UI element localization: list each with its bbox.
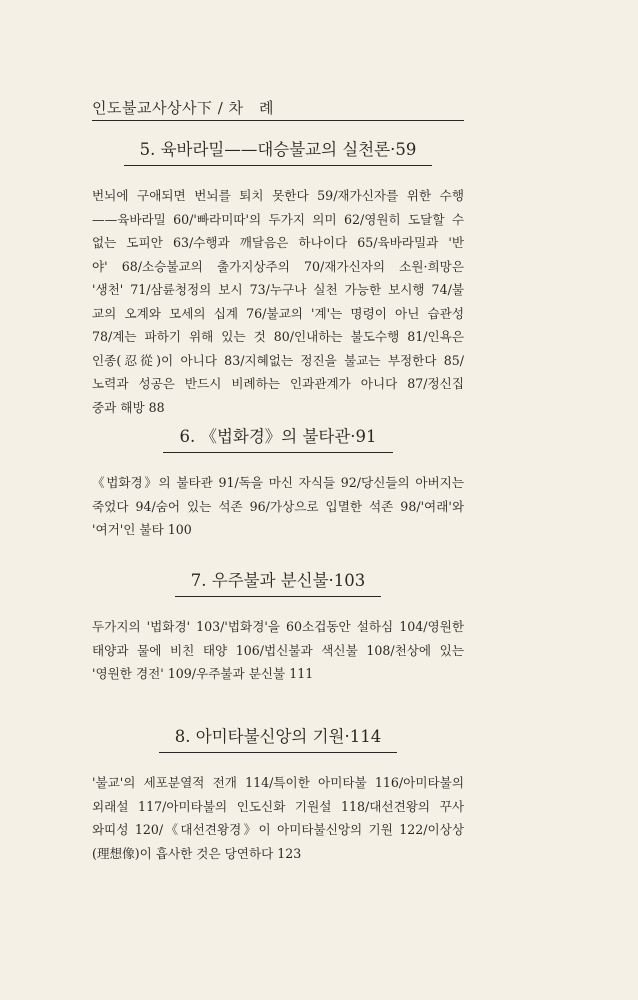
section-title-text: 7. 우주불과 분신불·103 (175, 569, 382, 597)
header-rule (92, 120, 464, 121)
section-title (92, 725, 464, 753)
section-title-text: 8. 아미타불신앙의 기원·114 (159, 725, 397, 753)
section-body (92, 184, 464, 419)
toc-line: 교의 오계와 모세의 십계 76/불교의 '계'는 명령이 아닌 습관성 (92, 305, 464, 321)
toc-line: 중과 해방 88 (92, 399, 165, 415)
toc-line: 노력과 성공은 반드시 비례하는 인과관계가 아니다 87/정신집 (92, 376, 464, 391)
section-title (92, 138, 464, 166)
toc-line: '생천' 71/삼륜청정의 보시 73/누구나 실천 가능한 보시행 74/불 (92, 282, 464, 297)
section-title-text: 5. 육바라밀——대승불교의 실천론·59 (124, 138, 433, 166)
toc-section-6 (92, 425, 464, 542)
section-title (92, 425, 464, 453)
toc-line: 《법화경》의 불타관 91/독을 마신 자식들 92/당신들의 아버지는 (92, 475, 464, 490)
section-title-text: 6. 《법화경》의 불타관·91 (163, 425, 392, 453)
toc-line: 두가지의 '법화경' 103/'법화경'을 60소겁동안 설하심 104/영원한 (92, 619, 464, 634)
toc-line: 와띠성 120/《대선견왕경》이 아미타불신앙의 기원 122/이상상 (92, 822, 464, 837)
section-title (92, 569, 464, 597)
toc-line: '영원한 경전' 109/우주불과 분신불 111 (92, 666, 314, 681)
toc-section-8 (92, 725, 464, 865)
toc-line: 태양과 물에 비친 태양 106/법신불과 색신불 108/천상에 있는 (92, 642, 464, 658)
toc-line: 외래설 117/아미타불의 인도신화 기원설 118/대선견왕의 꾸사 (92, 798, 464, 814)
toc-line: 인종(忍從)이 아니다 83/지혜없는 정진을 불교는 부정한다 85/ (92, 352, 464, 368)
section-body (92, 771, 464, 865)
toc-line: 죽었다 94/숨어 있는 석존 96/가상으로 입멸한 석존 98/'여래'와 (92, 498, 464, 514)
section-body (92, 615, 464, 686)
toc-line: ——육바라밀 60/'빠라미따'의 두가지 의미 62/영원히 도달할 수 (92, 211, 464, 227)
toc-section-7 (92, 569, 464, 686)
toc-line: '여거'인 불타 100 (92, 522, 192, 537)
toc-line: 번뇌에 구애되면 번뇌를 퇴치 못한다 59/재가신자를 위한 수행 (92, 188, 464, 203)
toc-line: '불교'의 세포분열적 전개 114/특이한 아미타불 116/아미타불의 (92, 775, 464, 790)
toc-section-5 (92, 138, 464, 419)
section-body (92, 471, 464, 542)
toc-line: (理想像)이 흡사한 것은 당연하다 123 (92, 845, 302, 861)
toc-line: 야' 68/소승불교의 출가지상주의 70/재가신자의 소원·희망은 (92, 258, 464, 274)
toc-line: 78/계는 파하기 위해 있는 것 80/인내하는 불도수행 81/인욕은 (92, 329, 464, 344)
running-head: 인도불교사상사下 / 차 례 (92, 99, 275, 117)
toc-line: 없는 도피안 63/수행과 깨달음은 하나이다 65/육바라밀과 '반 (92, 235, 464, 250)
